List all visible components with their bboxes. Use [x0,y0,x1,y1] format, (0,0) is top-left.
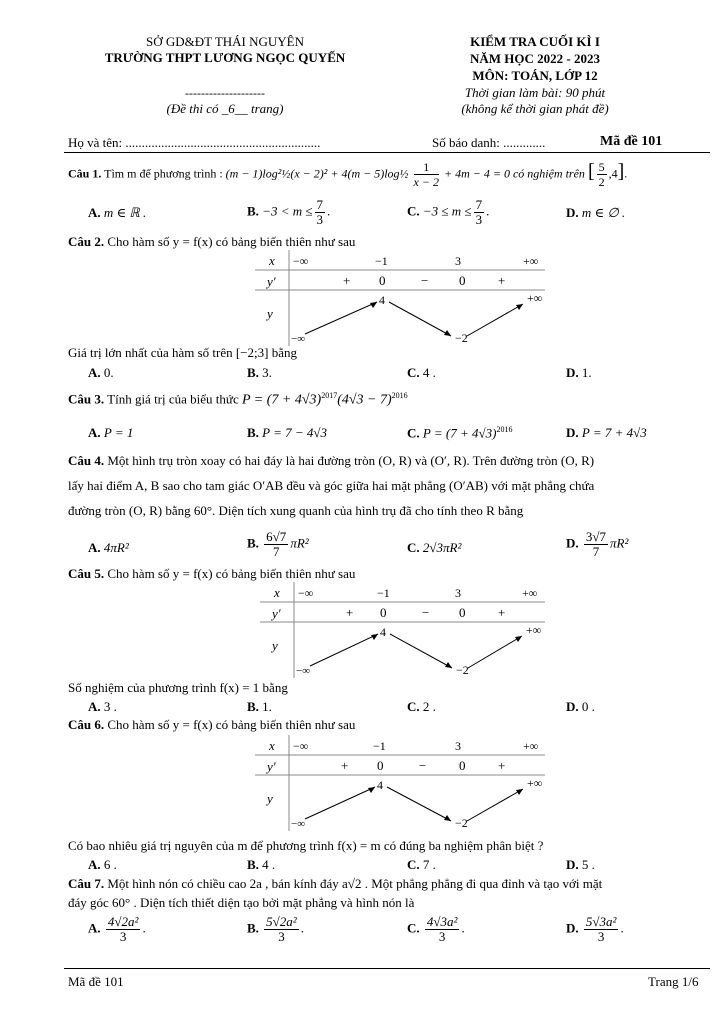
table-x-val: 3 [455,254,461,268]
q3-option-a: A. P = 1 [88,425,134,440]
q1-option-a: A. m ∈ ℝ . [88,205,147,220]
q4-option-c: C. 2√3πR² [407,540,462,555]
student-id-field: Số báo danh: ............. [432,135,546,150]
table-yp-val: 0 [380,605,387,620]
table-y-val: +∞ [527,776,543,790]
footer-exam-code: Mã đề 101 [68,974,124,989]
q2-option-b: B. 3. [247,365,272,380]
q5-option-b: B. 1. [247,699,272,714]
q4-line-2: lấy hai điểm A, B sao cho tam giác O′AB đều và góc giữa hai mặt phẳng (O′AB) với mặt phẳng chứa [68,478,595,493]
table-yp-val: − [421,273,429,288]
table-x-val: −1 [375,254,388,268]
q4-option-a: A. 4πR² [88,540,129,555]
table-yp-val: − [419,758,427,773]
table-yp-val: + [343,273,351,288]
question-6: Câu 6. Cho hàm số y = f(x) có bảng biến thiên như sau [68,717,356,732]
table-x-val: −∞ [293,739,309,753]
variation-table-q6 [255,735,545,831]
q1-frac-num: 1 [414,160,439,175]
exam-title: KIỂM TRA CUỐI KÌ I [470,34,600,49]
table-x-val: −1 [373,739,386,753]
q2-option-d: D. 1. [566,365,592,380]
q7-line-2: đáy góc 60° . Diện tích thiết diện tạo bởi mặt phẳng và hình nón là [68,895,415,910]
school-department: SỞ GD&ĐT THÁI NGUYÊN [145,34,305,49]
table-y-val: 4 [380,625,386,639]
footer-divider [64,968,710,969]
q1-text-b: (m − 1)log²½(x − 2)² + 4(m − 5)log½ [225,166,409,181]
q5-option-d: D. 0 . [566,699,595,714]
q7-option-a: A. $\frac{\text{4√2a²}}{3}$ . [88,914,146,944]
table-yp-val: 0 [377,758,384,773]
table-x-val: −1 [377,586,390,600]
q3-option-b: B. P = 7 − 4√3 [247,425,328,440]
q2-option-c: C. 4 . [407,365,436,380]
q4-option-b: B. $\frac{6√7}{7}$ πR² [247,529,309,559]
q1-interval-num: 5 [598,160,605,174]
table-y-val: −2 [455,331,468,345]
table-yp-val: + [498,273,506,288]
table-x-val: +∞ [522,586,538,600]
table-x-label: x [274,585,280,600]
q1-interval-end: ,4 [608,166,618,181]
table-y-val: 4 [379,293,385,307]
q1-text-a: Tìm m để phương trình : [104,166,223,181]
table-x-label: x [269,738,275,753]
q4-line-3: đường tròn (O, R) bằng 60°. Diện tích xung quanh của hình trụ đã cho tính theo R bằng [68,503,524,518]
variation-table-q2 [255,250,545,346]
question-5: Câu 5. Cho hàm số y = f(x) có bảng biến thiên như sau [68,566,356,581]
table-y-label: y [267,791,273,806]
table-yp-label: y′ [267,759,276,774]
table-yp-val: 0 [459,605,466,620]
q1-option-c: C. −3 ≤ m ≤ $\frac{7}{3}$ . [407,197,490,227]
table-y-val: −∞ [296,665,311,677]
exam-code: Mã đề 101 [600,134,663,149]
q6-question: Có bao nhiêu giá trị nguyên của m để phương trình f(x) = m có đúng ba nghiệm phân biệt ? [68,838,544,853]
school-name: TRƯỜNG THPT LƯƠNG NGỌC QUYẾN [104,50,346,65]
table-x-val: −∞ [293,254,309,268]
table-y-val: 4 [377,778,383,792]
q1-interval-den: 2 [598,175,605,189]
table-x-val: +∞ [523,254,539,268]
q6-option-b: B. 4 . [247,857,276,872]
table-yp-val: 0 [459,273,466,288]
table-y-label: y [272,638,278,653]
q1-option-d: D. m ∈ ∅ . [566,205,626,220]
table-y-val: −2 [455,816,468,830]
table-x-val: 3 [455,586,461,600]
table-y-val: +∞ [527,291,543,305]
header-dashes: -------------------- [185,86,265,100]
q3-option-c: C. $P = (7 + 4√3)^{2016}$ [407,425,513,441]
table-x-label: x [269,253,275,268]
table-yp-val: + [498,758,506,773]
q2-question: Giá trị lớn nhất của hàm số trên [−2;3] bằng [68,345,298,360]
question-1: Câu 1. Tìm m để phương trình : (m − 1)log²½(x − 2)² + 4(m − 5)log½ $\frac{1}{x - 2}$ + 4m − 4 = 0 có nghiệm trên [ $\frac{5}{2}$ ,4]. [68,160,628,189]
table-y-label: y [267,306,273,321]
page-count-note: (Đề thi có _6__ trang) [166,101,284,116]
header-divider [64,152,710,153]
table-yp-label: y′ [267,274,276,289]
q7-option-d: D. $\frac{\text{5√3a²}}{3}$ . [566,914,624,944]
question-7: Câu 7. Một hình nón có chiều cao 2a , bán kính đáy a√2 . Một phẳng phẳng đi qua đỉnh và tạo với mặt [68,876,603,891]
table-yp-label: y′ [272,606,281,621]
school-year: NĂM HỌC 2022 - 2023 [470,51,600,66]
q2-option-a: A. 0. [88,365,114,380]
table-y-val: −∞ [291,333,306,345]
table-y-val: +∞ [526,623,542,637]
q1-option-b: B. −3 < m ≤ $\frac{7}{3}$ . [247,197,331,227]
q5-option-c: C. 2 . [407,699,436,714]
table-yp-val: + [346,605,354,620]
footer-page-number: Trang 1/6 [648,974,699,989]
q3-option-d: D. P = 7 + 4√3 [566,425,647,440]
question-3: Câu 3. Tính giá trị của biểu thức $P = (7 + 4√3)^{2017}(4√3 - 7)^{2016}$ [68,391,408,408]
q1-text-c: + 4m − 4 = 0 có nghiệm trên [443,166,585,181]
table-x-val: −∞ [298,586,314,600]
table-x-val: +∞ [523,739,539,753]
question-2: Câu 2. Cho hàm số y = f(x) có bảng biến thiên như sau [68,234,356,249]
table-yp-val: − [422,605,430,620]
table-yp-val: 0 [459,758,466,773]
q6-option-d: D. 5 . [566,857,595,872]
time-note: (không kể thời gian phát đề) [461,101,609,116]
q1-label: Câu 1. [68,166,102,181]
table-yp-val: + [498,605,506,620]
table-yp-val: + [341,758,349,773]
q5-option-a: A. 3 . [88,699,117,714]
q4-option-d: D. $\frac{3√7}{7}$ πR² [566,529,629,559]
q6-option-a: A. 6 . [88,857,117,872]
table-x-val: 3 [455,739,461,753]
q5-question: Số nghiệm của phương trình f(x) = 1 bằng [68,680,288,695]
table-y-val: −∞ [291,818,306,830]
table-y-val: −2 [456,663,469,677]
question-4: Câu 4. Một hình trụ tròn xoay có hai đáy là hai đường tròn (O, R) và (O′, R). Trên đường tròn (O, R) [68,453,595,468]
subject: MÔN: TOÁN, LỚP 12 [472,68,598,83]
student-name-field: Họ và tên: ............................................................ [68,135,321,150]
variation-table-q5 [260,582,545,678]
table-yp-val: 0 [379,273,386,288]
time-limit: Thời gian làm bài: 90 phút [464,85,606,100]
q6-option-c: C. 7 . [407,857,436,872]
q7-option-b: B. $\frac{\text{5√2a²}}{3}$ . [247,914,304,944]
q7-option-c: C. $\frac{\text{4√3a²}}{3}$ . [407,914,465,944]
q1-frac-den: x − 2 [413,175,439,189]
